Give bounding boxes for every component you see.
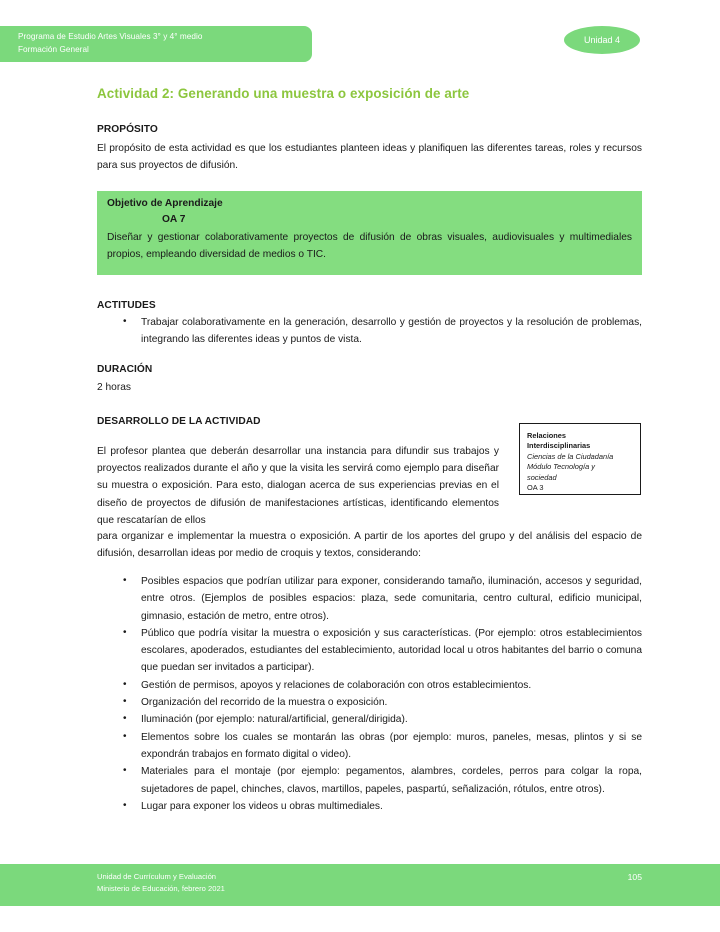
duracion-text: 2 horas xyxy=(97,382,131,393)
list-item: • Organización del recorrido de la muestra o exposición. xyxy=(141,694,642,711)
actitudes-heading: ACTITUDES xyxy=(97,300,156,311)
list-item: • Materiales para el montaje (por ejemplo: pegamentos, alambres, cordeles, perros para colgar la ropa, sujetadores de papel, chinches, clavos, martillos, papeles, paspartú, señalización, rótulos, entre otros). xyxy=(141,763,642,798)
objetivo-heading: Objetivo de Aprendizaje xyxy=(107,198,223,209)
page-title: Actividad 2: Generando una muestra o exposición de arte xyxy=(97,86,470,101)
desarrollo-list-wrapper xyxy=(97,570,642,815)
unit-badge: Unidad 4 xyxy=(564,26,640,54)
desarrollo-paragraph-2: para organizar e implementar la muestra o exposición. A partir de los aportes del grupo y del análisis del espacio de difusión, desarrollan ideas por medio de croquis y textos, considerando: xyxy=(97,531,642,560)
footer-line-1: Unidad de Currículum y Evaluación xyxy=(97,872,217,881)
footer-line-2: Ministerio de Educación, febrero 2021 xyxy=(97,883,225,893)
list-item: • Gestión de permisos, apoyos y relaciones de colaboración con otros establecimientos. xyxy=(141,677,642,694)
objetivo-description: Diseñar y gestionar colaborativamente proyectos de difusión de obras visuales, audiovisuales y multimediales propios, empleando diversidad de medios o TIC. xyxy=(107,232,632,261)
proposito-text: El propósito de esta actividad es que los estudiantes planteen ideas y planifiquen las diferentes tareas, roles y recursos para sus proyectos de difusión. xyxy=(97,143,642,172)
actitudes-list xyxy=(97,314,642,349)
desarrollo-list xyxy=(97,573,642,815)
header-program-band xyxy=(0,26,312,62)
objetivo-code: OA 7 xyxy=(162,214,186,225)
proposito-section xyxy=(97,124,642,174)
list-item: • Lugar para exponer los videos u obras multimediales. xyxy=(141,798,642,815)
footer-band xyxy=(0,864,720,906)
duracion-section xyxy=(97,364,642,396)
list-item: • Iluminación (por ejemplo: natural/artificial, general/dirigida). xyxy=(141,711,642,728)
proposito-heading: PROPÓSITO xyxy=(97,124,158,135)
relaciones-title-line-2: Interdisciplinarias xyxy=(527,441,591,451)
relaciones-interdisciplinarias-box xyxy=(519,423,641,495)
desarrollo-heading: DESARROLLO DE LA ACTIVIDAD xyxy=(97,416,261,427)
objetivo-aprendizaje-box xyxy=(97,191,642,275)
relaciones-oa-code: OA 3 xyxy=(527,483,544,493)
footer-institution xyxy=(97,871,225,894)
list-item: • Trabajar colaborativamente en la generación, desarrollo y gestión de proyectos y la resolución de problemas, integrando las diferentes ideas y puntos de vista. xyxy=(141,314,642,349)
duracion-heading: DURACIÓN xyxy=(97,364,153,375)
header-program-line-2: Formación General xyxy=(18,44,89,54)
actitudes-section xyxy=(97,300,642,349)
list-item: • Público que podría visitar la muestra o exposición y sus características. (Por ejemplo: otros establecimientos escolares, apoderados, estudiantes del establecimiento, autoridad local u otros habitantes del barrio o comuna que puedan ser invitados a participar). xyxy=(141,625,642,677)
list-item: • Posibles espacios que podrían utilizar para exponer, considerando tamaño, iluminación, accesos y seguridad, entre otros. (Ejemplos de posibles espacios: plaza, sede comunitaria, centro cultural, edificio municipal, gimnasio, estación de metro, entre otros). xyxy=(141,573,642,625)
relaciones-title-line-1: Relaciones xyxy=(527,431,567,440)
page-number: 105 xyxy=(627,872,642,882)
list-item: • Elementos sobre los cuales se montarán las obras (por ejemplo: muros, paneles, mesas, plintos y si se expondrán trabajos en formato digital o video). xyxy=(141,729,642,764)
relaciones-subject-line-1: Ciencias de la Ciudadanía xyxy=(527,451,614,461)
relaciones-subject-line-2: Módulo Tecnología y xyxy=(527,462,595,472)
desarrollo-paragraph-1: El profesor plantea que deberán desarrollar una instancia para difundir sus trabajos y proyectos realizados durante el año y que la visita les servirá como ejemplo para diseñar su muestra o exposición. Para esto, dialogan acerca de sus experiencias previas en el diseño de proyectos de difusión de manifestaciones artísticas, identificando elementos que rescatarían de ellos xyxy=(97,446,499,526)
relaciones-subject-line-3: sociedad xyxy=(527,472,557,482)
header-program-line-1: Programa de Estudio Artes Visuales 3° y 4° medio xyxy=(18,32,203,41)
